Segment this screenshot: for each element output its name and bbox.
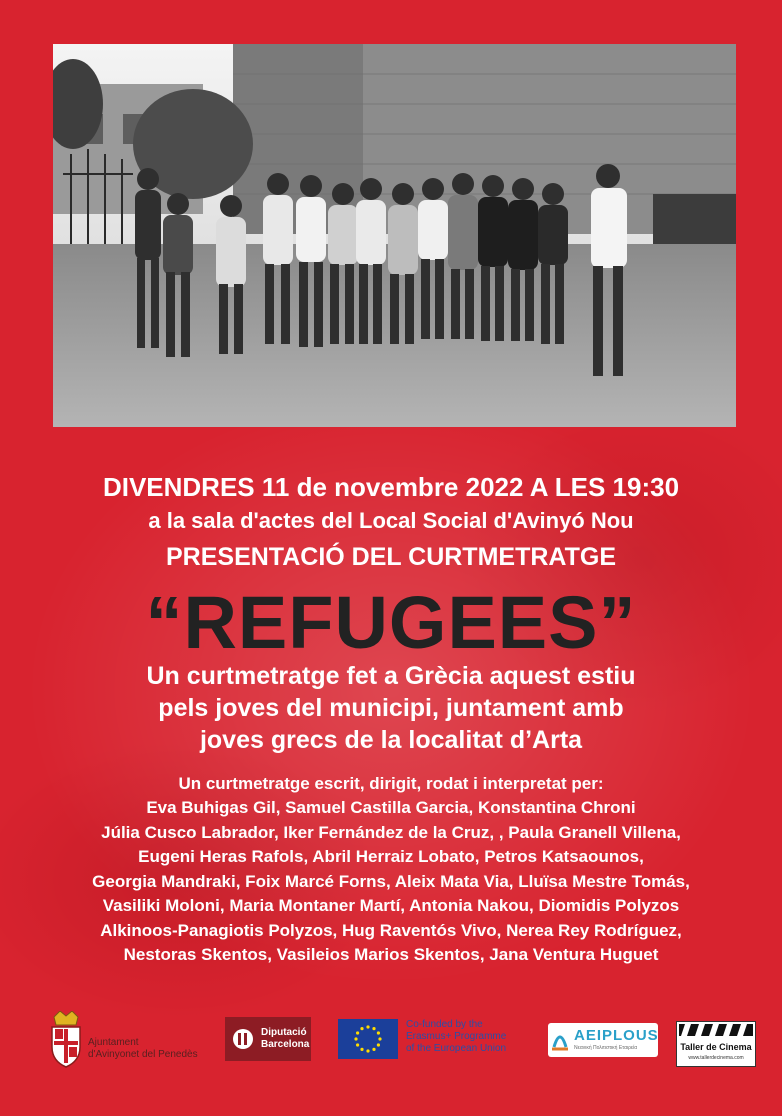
description-line: pels joves del municipi, juntament amb (158, 694, 624, 722)
credits-line: Vasiliki Moloni, Maria Montaner Martí, Antonia Nakou, Diomidis Polyzos (102, 896, 680, 915)
eu-flag-icon (338, 1019, 398, 1059)
aeiplous-emblem-icon (548, 1023, 572, 1057)
sponsor-logos (0, 1005, 782, 1075)
credits-heading: Un curtmetratge escrit, dirigit, rodat i interpretat per: (178, 774, 604, 793)
erasmus-line: of the European Union (406, 1043, 507, 1054)
ajuntament-logo (48, 1011, 218, 1069)
clapperboard-icon (677, 1022, 755, 1038)
diputacio-line: Diputació (261, 1027, 307, 1038)
ajuntament-name (88, 1037, 198, 1061)
ajuntament-line: Ajuntament (88, 1037, 139, 1048)
group-photo-image (53, 44, 736, 427)
credits-line: Nestoras Skentos, Vasileios Marios Skentos, Jana Ventura Huguet (123, 945, 659, 964)
taller-de-cinema-logo (676, 1021, 756, 1067)
film-title: “REFUGEES” (145, 581, 637, 664)
diputacio-emblem-icon (225, 1017, 255, 1061)
aeiplous-subtitle: Νεανική Πολιτιστική Εταιρεία (574, 1045, 638, 1051)
credits-line: Eugeni Heras Rafols, Abril Herraiz Lobato, Petros Katsaounos, (138, 847, 644, 866)
taller-name: Taller de Cinema (680, 1042, 752, 1052)
diputacio-line: Barcelona (261, 1039, 310, 1050)
credits-line: Georgia Mandraki, Foix Marcé Forns, Aleix Mata Via, Lluïsa Mestre Tomás, (92, 871, 690, 891)
description-line: joves grecs de la localitat d’Arta (199, 726, 583, 754)
film-description (0, 660, 782, 756)
diputacio-logo (225, 1017, 311, 1061)
erasmus-text (406, 1019, 536, 1055)
erasmus-line: Co-funded by the (406, 1019, 483, 1030)
description-line: Un curtmetratge fet a Grècia aquest estiu (146, 662, 636, 690)
aeiplous-name: AEIPLOUS (574, 1027, 659, 1044)
ajuntament-line: d'Avinyonet del Penedès (88, 1049, 198, 1060)
presentation-line: PRESENTACIÓ DEL CURTMETRATGE (165, 543, 616, 571)
credits-line: Eva Buhigas Gil, Samuel Castilla Garcia, Konstantina Chroni (146, 798, 636, 817)
event-venue-line: a la sala d'actes del Local Social d'Avinyó Nou (148, 508, 634, 533)
diputacio-name (261, 1027, 309, 1051)
taller-url: www.tallerdecinema.com (688, 1055, 744, 1061)
erasmus-line: Erasmus+ Programme (406, 1031, 507, 1042)
aeiplous-logo (548, 1023, 658, 1057)
credits-line: Júlia Cusco Labrador, Iker Fernández de la Cruz, , Paula Granell Villena, (101, 822, 681, 842)
credits-line: Alkinoos-Panagiotis Polyzos, Hug Raventós Vivo, Nerea Rey Rodríguez, (100, 920, 682, 940)
credits-list (0, 796, 782, 968)
coat-of-arms-icon (48, 1011, 84, 1069)
event-date-line: DIVENDRES 11 de novembre 2022 A LES 19:30 (102, 472, 680, 502)
group-photo (53, 44, 736, 427)
